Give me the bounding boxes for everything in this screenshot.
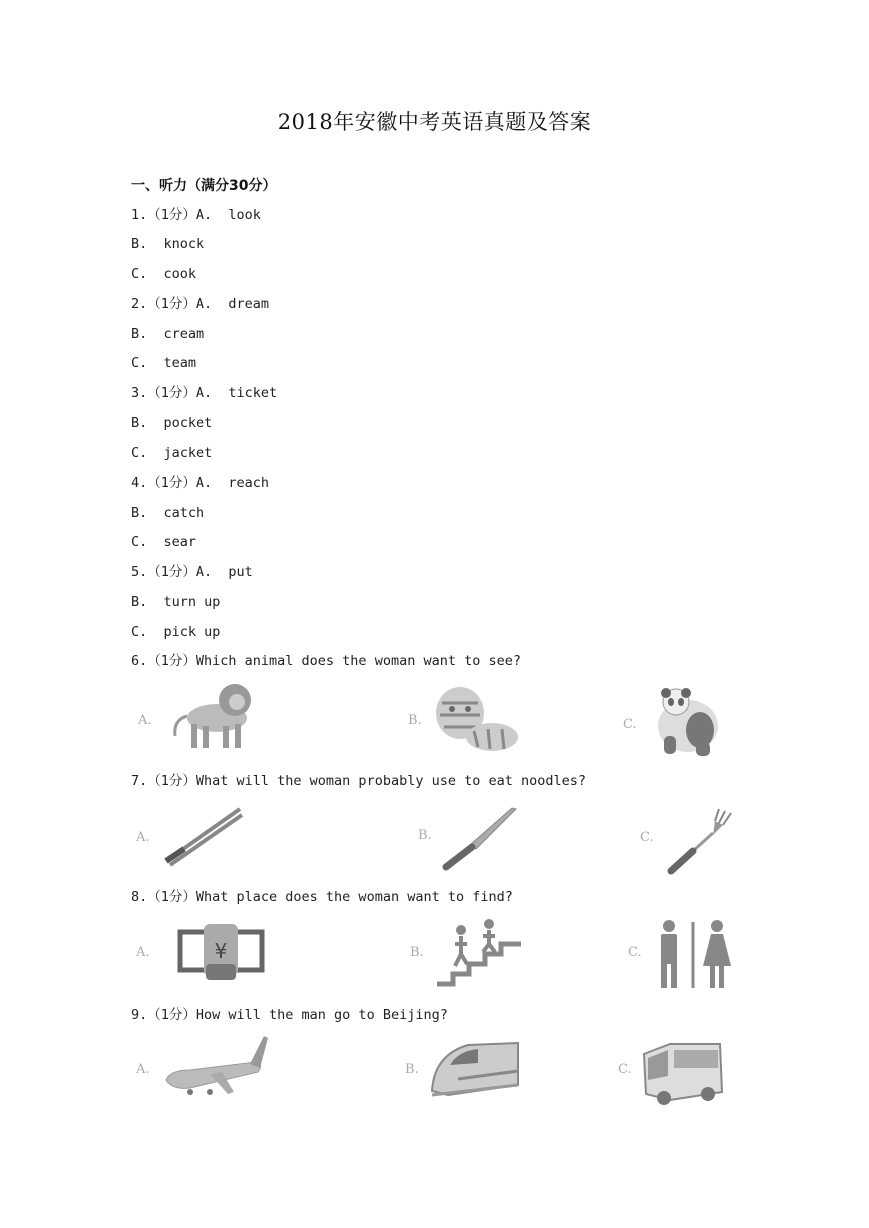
option-5c: C. pick up [131, 624, 221, 640]
option-label-c: C. [623, 717, 637, 732]
question-5: 5.（1分）A. put [131, 564, 253, 580]
svg-text:¥: ¥ [214, 939, 228, 963]
option-1c: C. cook [131, 266, 197, 282]
bus-icon [640, 1038, 725, 1108]
fork-icon [663, 805, 735, 875]
question-6: 6.（1分）Which animal does the woman want to see? [131, 653, 521, 669]
option-label-a: A. [136, 945, 150, 960]
lion-icon [165, 680, 255, 755]
restroom-icon [655, 918, 735, 993]
option-label-a: A. [136, 1062, 150, 1077]
option-label-a: A. [136, 830, 150, 845]
question-1: 1.（1分）A. look [131, 207, 261, 223]
option-label-c: C. [618, 1062, 632, 1077]
option-2b: B. cream [131, 326, 205, 342]
option-label-b: B. [405, 1062, 419, 1077]
chopsticks-icon [160, 805, 245, 870]
option-2c: C. team [131, 355, 197, 371]
question-9: 9.（1分）How will the man go to Beijing? [131, 1007, 448, 1023]
option-3c: C. jacket [131, 445, 213, 461]
option-label-c: C. [628, 945, 642, 960]
option-4c: C. sear [131, 534, 197, 550]
knife-icon [440, 805, 520, 870]
option-3b: B. pocket [131, 415, 213, 431]
airplane-icon [160, 1032, 270, 1102]
section-heading: 一、听力（满分30分） [131, 178, 277, 194]
option-label-b: B. [418, 828, 432, 843]
question-3: 3.（1分）A. ticket [131, 385, 278, 401]
page-title: 2018年安徽中考英语真题及答案 [277, 110, 592, 134]
option-1b: B. knock [131, 236, 205, 252]
panda-icon [648, 688, 728, 758]
question-4: 4.（1分）A. reach [131, 475, 270, 491]
option-label-b: B. [408, 713, 422, 728]
option-label-a: A. [138, 713, 152, 728]
option-5b: B. turn up [131, 594, 221, 610]
question-2: 2.（1分）A. dream [131, 296, 270, 312]
option-label-c: C. [640, 830, 654, 845]
question-8: 8.（1分）What place does the woman want to find? [131, 889, 513, 905]
train-icon [428, 1035, 523, 1100]
question-7: 7.（1分）What will the woman probably use to eat noodles? [131, 773, 587, 789]
option-4b: B. catch [131, 505, 205, 521]
bank-icon [176, 920, 266, 982]
option-label-b: B. [410, 945, 424, 960]
tiger-icon [430, 685, 520, 755]
stairs-icon [433, 918, 525, 988]
